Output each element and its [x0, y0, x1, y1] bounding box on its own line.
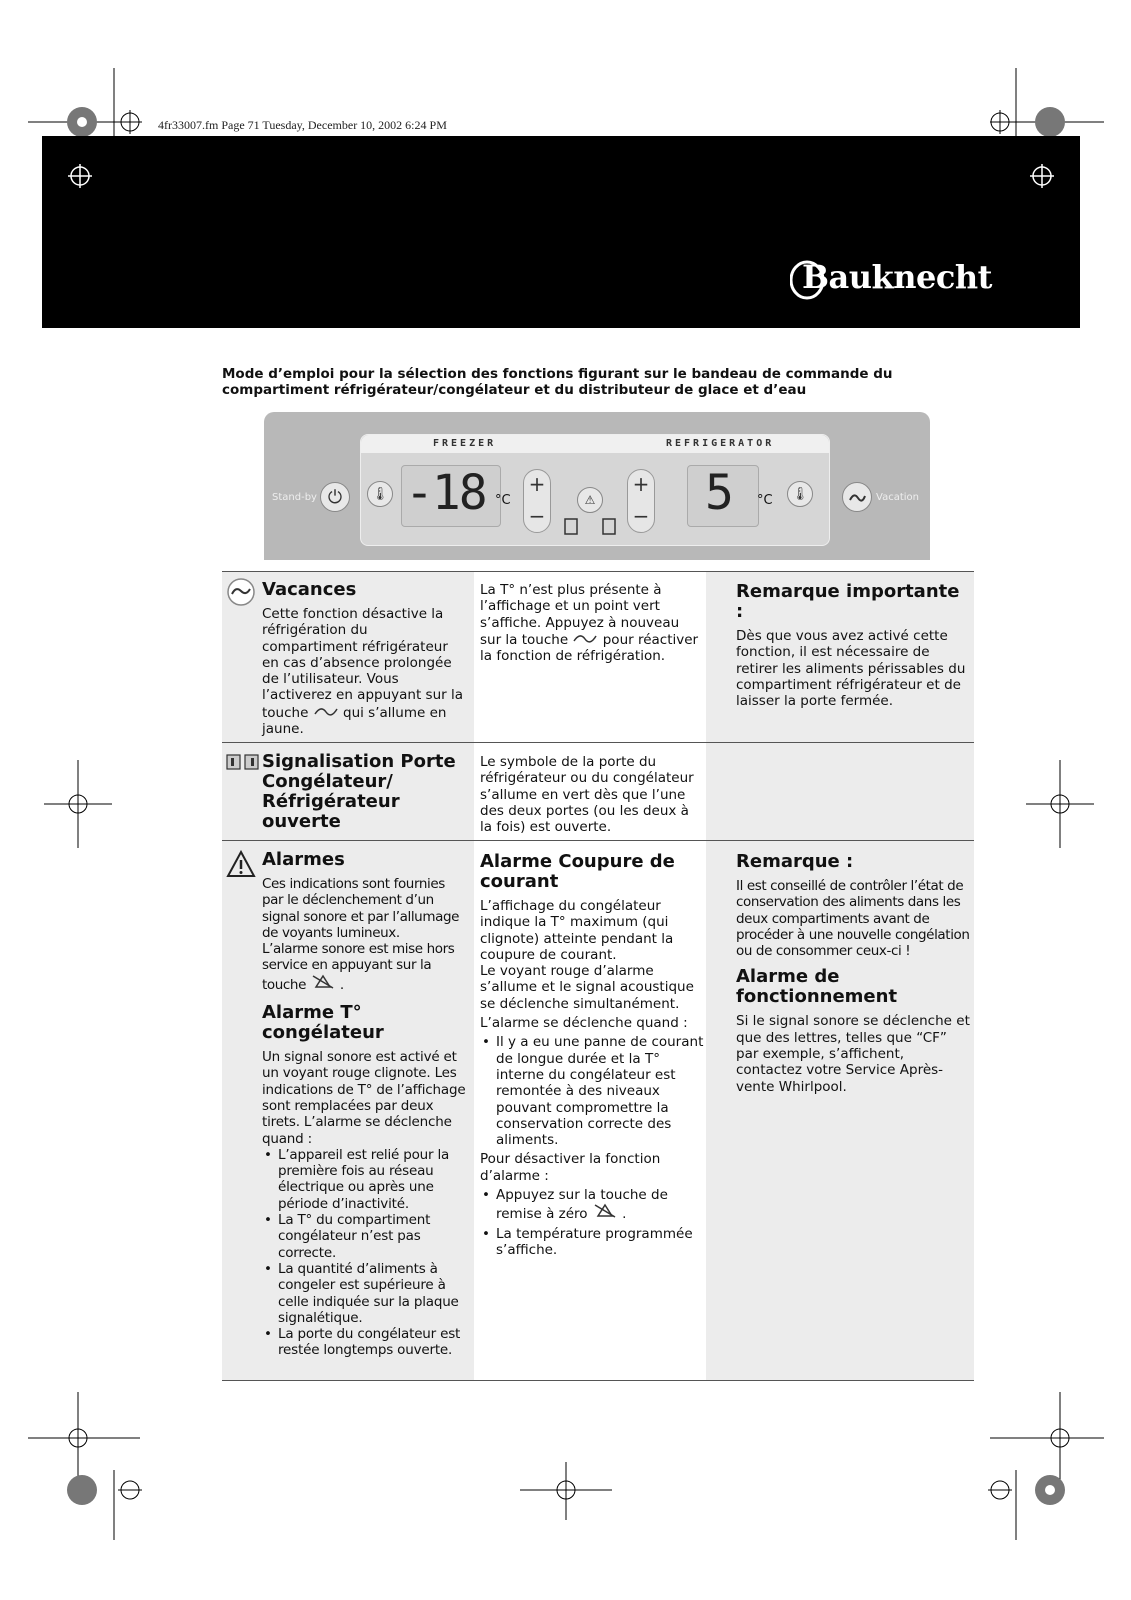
alarmes-intro-c: .: [339, 976, 344, 993]
freezer-thermo-button[interactable]: 🌡: [367, 481, 393, 507]
vacances-col2: [480, 582, 702, 664]
coupure-text-b: Le voyant rouge d’alarme s’allume et le signal acoustique se déclenche simultanément.: [480, 963, 694, 1012]
door-icons: [563, 517, 623, 537]
list-item: • La quantité d’aliments à congeler est supérieure à celle indiquée sur la plaque signalétique.: [262, 1261, 466, 1326]
list-item: • La porte du congélateur est restée longtemps ouverte.: [262, 1326, 466, 1359]
vacation-label: Vacation: [876, 492, 919, 503]
vacances-text-a: Cette fonction désactive la réfrigération du compartiment réfrigérateur en cas d’absence prolongée de l’utilisateur. Vous l’activerez en appuyant sur la touche: [262, 606, 463, 721]
vacances-title: Vacances: [262, 579, 357, 600]
alarmes-intro-b-line: [262, 941, 466, 993]
list-item: • La T° du compartiment congélateur n’est pas correcte.: [262, 1212, 466, 1261]
alarme-temp-title: Alarme T° congélateur: [262, 1002, 384, 1044]
fonctionnement-text: Si le signal sonore se déclenche et que des lettres, telles que “CF” par exemple, s’affichent, contactez votre Service Après-vente Whirlpool.: [736, 1013, 970, 1095]
freezer-label: FREEZER: [433, 438, 497, 449]
coupure-text-a: L’affichage du congélateur indique la T° maximum (qui clignote) atteinte pendant la coupure de courant.: [480, 898, 674, 963]
refrigerator-thermo-button[interactable]: 🌡: [787, 481, 813, 507]
vacation-icon: [848, 490, 866, 504]
vacances-col2-a: La T° n’est plus présente à l’affichage et un point vert s’affiche. Appuyez à nouveau sur la touche: [480, 582, 680, 648]
standby-label: Stand-by: [272, 492, 317, 503]
list-item: [480, 1187, 706, 1223]
alarm-reset-button[interactable]: ⚠: [577, 487, 603, 513]
standby-button[interactable]: ⏻: [320, 482, 350, 512]
alarm-reset-icon: [310, 974, 336, 989]
alarme-temp-text: Un signal sonore est activé et un voyant rouge clignote. Les indications de T° de l’affichage sont remplacées par deux tirets. L’alarme se déclenche quand :: [262, 1049, 466, 1147]
freezer-temp: -18: [405, 465, 486, 521]
porte-col2: [480, 754, 702, 835]
disable-list: [480, 1187, 706, 1258]
vacation-key-icon: [313, 704, 339, 717]
alarmes-intro-a: Ces indications sont fournies par le déclenchement d’un signal sonore et par l’allumage de voyants lumineux.: [262, 876, 460, 941]
vacances-note-text: Dès que vous avez activé cette fonction, il est nécessaire de retirer les aliments périssables du compartiment réfrigérateur et de laisser la porte fermée.: [736, 628, 966, 710]
vacation-icon: [226, 578, 256, 606]
disable-text: Pour désactiver la fonction d’alarme :: [480, 1151, 661, 1184]
vacances-text-b: qui s’allume en jaune.: [262, 704, 447, 738]
refrigerator-temp: 5: [705, 465, 732, 521]
rule-4: [222, 1380, 974, 1381]
control-panel-illustration: [264, 412, 930, 560]
disable-item-a-end: .: [622, 1206, 627, 1223]
list-item: • L’appareil est relié pour la première fois au réseau électrique ou après une période d’inactivité.: [262, 1147, 466, 1212]
vacances-note: [736, 582, 968, 709]
porte-text: Le symbole de la porte du réfrigérateur ou du congélateur s’allume en vert dès que l’une des deux portes (ou les deux à la fois) est ouverte.: [480, 754, 694, 836]
strip-header: [361, 435, 829, 453]
porte-section: [262, 752, 466, 832]
fonctionnement-title: Alarme de fonctionnement: [736, 966, 898, 1008]
alarme-temp-list: [262, 1147, 466, 1359]
alarm-reset-icon: [592, 1203, 618, 1218]
intro-heading: Mode d’emploi pour la sélection des fonctions figurant sur le bandeau de commande du compartiment réfrigérateur/congélateur et du distributeur de glace et d’eau: [222, 366, 893, 398]
vacation-key-icon: [572, 631, 598, 644]
vacances-col2-b: pour réactiver la fonction de réfrigération.: [480, 631, 699, 665]
disable-item-a: Appuyez sur la touche de remise à zéro: [496, 1187, 668, 1223]
vacances-section: [262, 580, 466, 737]
coupure-title: Alarme Coupure de courant: [480, 851, 675, 892]
warning-triangle-icon: [226, 850, 256, 878]
vacation-button[interactable]: [842, 482, 872, 512]
refrigerator-label: REFRIGERATOR: [666, 438, 775, 449]
display-strip: [360, 434, 830, 546]
alarmes-section: [262, 850, 466, 1359]
remarque-title: Remarque :: [736, 851, 854, 872]
coupure-when: L’alarme se déclenche quand :: [480, 1015, 688, 1032]
vacances-col2-text: [480, 582, 702, 664]
bauknecht-logo: [790, 256, 992, 304]
brand-name: Bauknecht: [802, 258, 992, 296]
alarmes-intro-b: L’alarme sonore est mise hors service en appuyant sur la touche: [262, 941, 455, 993]
alarmes-title: Alarmes: [262, 849, 345, 870]
coupure-list: [480, 1034, 706, 1148]
page-slug: 4fr33007.fm Page 71 Tuesday, December 10, 2002 6:24 PM: [158, 118, 447, 132]
vacances-note-title: Remarque importante :: [736, 581, 960, 622]
door-icon: [226, 754, 260, 770]
remarque-section: [736, 852, 970, 1095]
coupure-section: [480, 852, 706, 1258]
freezer-plus-minus[interactable]: + −: [523, 469, 551, 533]
list-item: • La température programmée s’affiche.: [480, 1226, 706, 1259]
list-item: • Il y a eu une panne de courant de longue durée et la T° interne du congélateur est remontée à des niveaux pouvant compromettre la conservation correcte des aliments.: [480, 1034, 706, 1148]
refrigerator-unit: °C: [757, 493, 773, 508]
freezer-unit: °C: [495, 493, 511, 508]
vacances-text: [262, 606, 466, 737]
porte-title: Signalisation Porte Congélateur/ Réfrigérateur ouverte: [262, 751, 456, 832]
remarque-text: Il est conseillé de contrôler l’état de conservation des aliments dans les deux compartiments avant de procéder à une nouvelle congélation ou de consommer ceux-ci !: [736, 878, 970, 960]
refrigerator-plus-minus[interactable]: + −: [627, 469, 655, 533]
